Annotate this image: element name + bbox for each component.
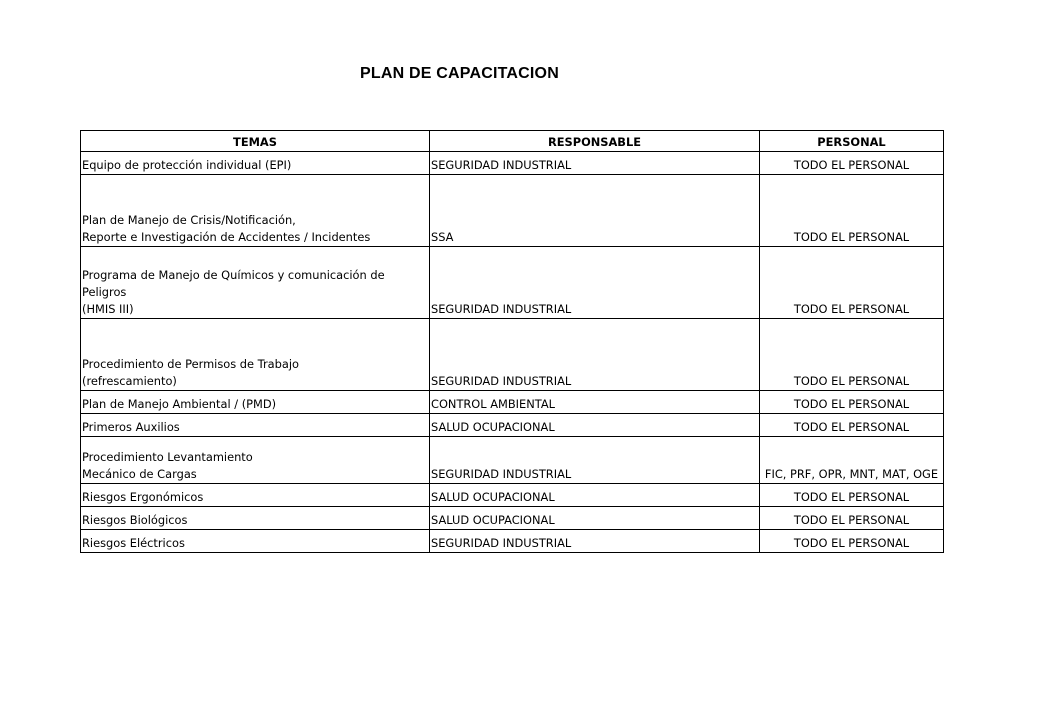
cell-tema: Equipo de protección individual (EPI)	[81, 152, 430, 175]
cell-personal: TODO EL PERSONAL	[760, 414, 944, 437]
cell-responsable: SEGURIDAD INDUSTRIAL	[430, 437, 760, 484]
cell-tema: Plan de Manejo Ambiental / (PMD)	[81, 391, 430, 414]
header-responsable: RESPONSABLE	[430, 131, 760, 152]
cell-tema: Riesgos Ergonómicos	[81, 484, 430, 507]
cell-responsable: SEGURIDAD INDUSTRIAL	[430, 319, 760, 391]
cell-tema: Riesgos Eléctricos	[81, 530, 430, 553]
table-row	[81, 247, 944, 319]
cell-tema: Programa de Manejo de Químicos y comunicación de Peligros (HMIS III)	[81, 247, 430, 319]
table-row	[81, 437, 944, 484]
header-personal: PERSONAL	[760, 131, 944, 152]
cell-responsable: SALUD OCUPACIONAL	[430, 484, 760, 507]
cell-personal: TODO EL PERSONAL	[760, 530, 944, 553]
page-title: PLAN DE CAPACITACION	[360, 65, 559, 82]
cell-personal: TODO EL PERSONAL	[760, 484, 944, 507]
cell-tema: Procedimiento de Permisos de Trabajo (refrescamiento)	[81, 319, 430, 391]
table-row	[81, 319, 944, 391]
table-header-row	[81, 131, 944, 152]
cell-tema: Plan de Manejo de Crisis/Notificación, Reporte e Investigación de Accidentes / Incidentes	[81, 175, 430, 247]
cell-personal: TODO EL PERSONAL	[760, 319, 944, 391]
cell-tema: Riesgos Biológicos	[81, 507, 430, 530]
cell-responsable: SEGURIDAD INDUSTRIAL	[430, 152, 760, 175]
cell-personal: TODO EL PERSONAL	[760, 152, 944, 175]
cell-tema: Primeros Auxilios	[81, 414, 430, 437]
training-plan-table	[80, 130, 944, 553]
cell-responsable: SALUD OCUPACIONAL	[430, 414, 760, 437]
header-temas: TEMAS	[81, 131, 430, 152]
table-row	[81, 507, 944, 530]
cell-personal: TODO EL PERSONAL	[760, 391, 944, 414]
table-row	[81, 175, 944, 247]
table-row	[81, 414, 944, 437]
cell-personal: TODO EL PERSONAL	[760, 507, 944, 530]
cell-personal: TODO EL PERSONAL	[760, 247, 944, 319]
cell-personal: FIC, PRF, OPR, MNT, MAT, OGE	[760, 437, 944, 484]
cell-responsable: SSA	[430, 175, 760, 247]
cell-responsable: SEGURIDAD INDUSTRIAL	[430, 247, 760, 319]
cell-responsable: SEGURIDAD INDUSTRIAL	[430, 530, 760, 553]
cell-responsable: SALUD OCUPACIONAL	[430, 507, 760, 530]
cell-personal: TODO EL PERSONAL	[760, 175, 944, 247]
table-row	[81, 530, 944, 553]
cell-responsable: CONTROL AMBIENTAL	[430, 391, 760, 414]
cell-tema: Procedimiento Levantamiento Mecánico de Cargas	[81, 437, 430, 484]
table-row	[81, 391, 944, 414]
table-row	[81, 152, 944, 175]
table-row	[81, 484, 944, 507]
